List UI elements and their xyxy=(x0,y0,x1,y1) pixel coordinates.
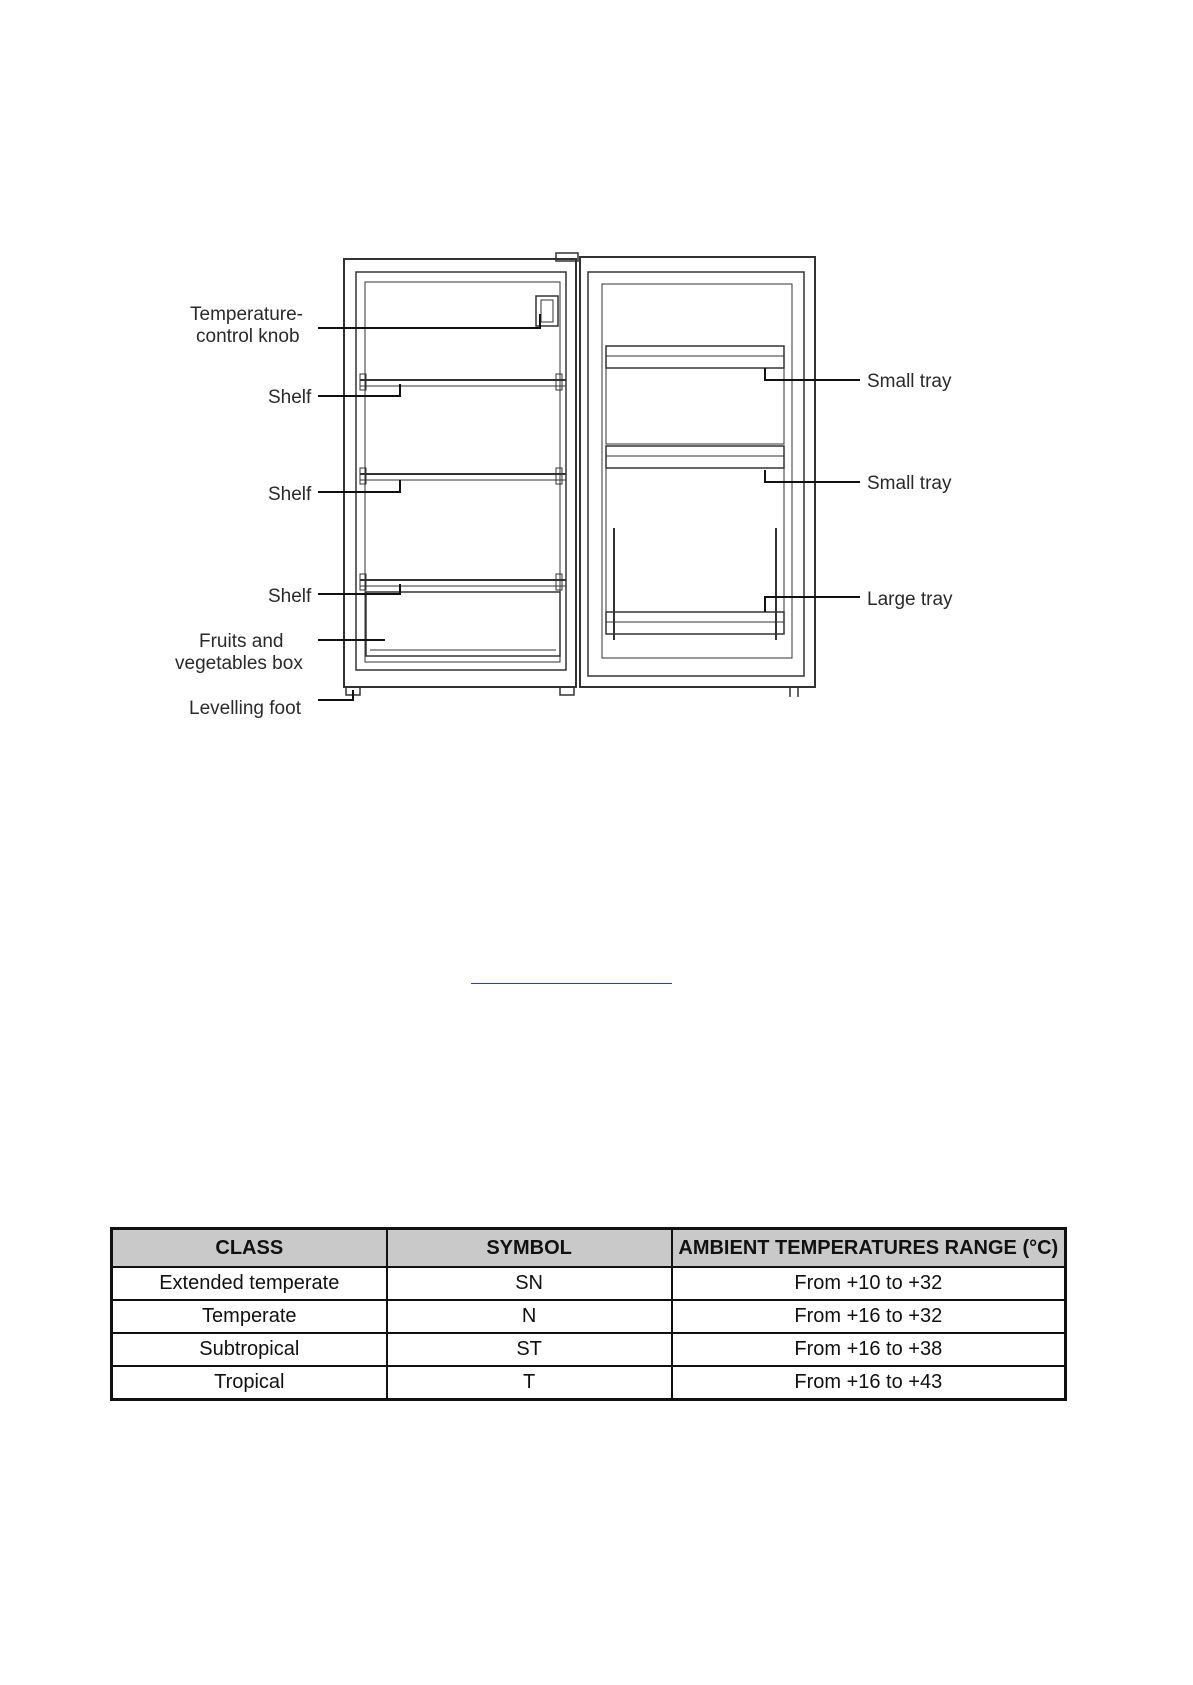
cell-symbol: SN xyxy=(387,1267,672,1300)
header-ambient-range: AMBIENT TEMPERATURES RANGE (°C) xyxy=(672,1229,1066,1268)
header-class: CLASS xyxy=(112,1229,387,1268)
label-small-tray-2: Small tray xyxy=(867,473,952,494)
cell-class: Extended temperate xyxy=(112,1267,387,1300)
label-shelf-3: Shelf xyxy=(268,586,312,607)
cell-symbol: ST xyxy=(387,1333,672,1366)
label-large-tray: Large tray xyxy=(867,589,953,610)
label-levelling-foot: Levelling foot xyxy=(189,698,301,719)
label-small-tray-1: Small tray xyxy=(867,371,952,392)
fridge-door xyxy=(580,257,815,697)
label-shelf-2: Shelf xyxy=(268,484,312,505)
header-symbol: SYMBOL xyxy=(387,1229,672,1268)
cell-class: Subtropical xyxy=(112,1333,387,1366)
cell-range: From +16 to +32 xyxy=(672,1300,1066,1333)
label-temperature-knob-line1: Temperature- xyxy=(190,304,303,325)
fridge-cabinet xyxy=(344,253,578,695)
label-temperature-knob-line2: control knob xyxy=(196,326,300,347)
table-row xyxy=(112,1366,1066,1400)
cell-range: From +10 to +32 xyxy=(672,1267,1066,1300)
label-fruit-box-line2: vegetables box xyxy=(175,653,303,674)
table-row xyxy=(112,1333,1066,1366)
cell-range: From +16 to +43 xyxy=(672,1366,1066,1400)
label-fruit-box-line1: Fruits and xyxy=(199,631,284,652)
climate-class-table xyxy=(110,1227,1067,1401)
fridge-diagram xyxy=(0,0,1193,760)
table-row xyxy=(112,1267,1066,1300)
label-shelf-1: Shelf xyxy=(268,387,312,408)
cell-class: Tropical xyxy=(112,1366,387,1400)
table-row xyxy=(112,1300,1066,1333)
cell-range: From +16 to +38 xyxy=(672,1333,1066,1366)
cell-symbol: N xyxy=(387,1300,672,1333)
hyperlink-underline[interactable] xyxy=(471,983,672,984)
cell-class: Temperate xyxy=(112,1300,387,1333)
cell-symbol: T xyxy=(387,1366,672,1400)
table-header-row xyxy=(112,1229,1066,1268)
leader-lines xyxy=(318,314,860,700)
